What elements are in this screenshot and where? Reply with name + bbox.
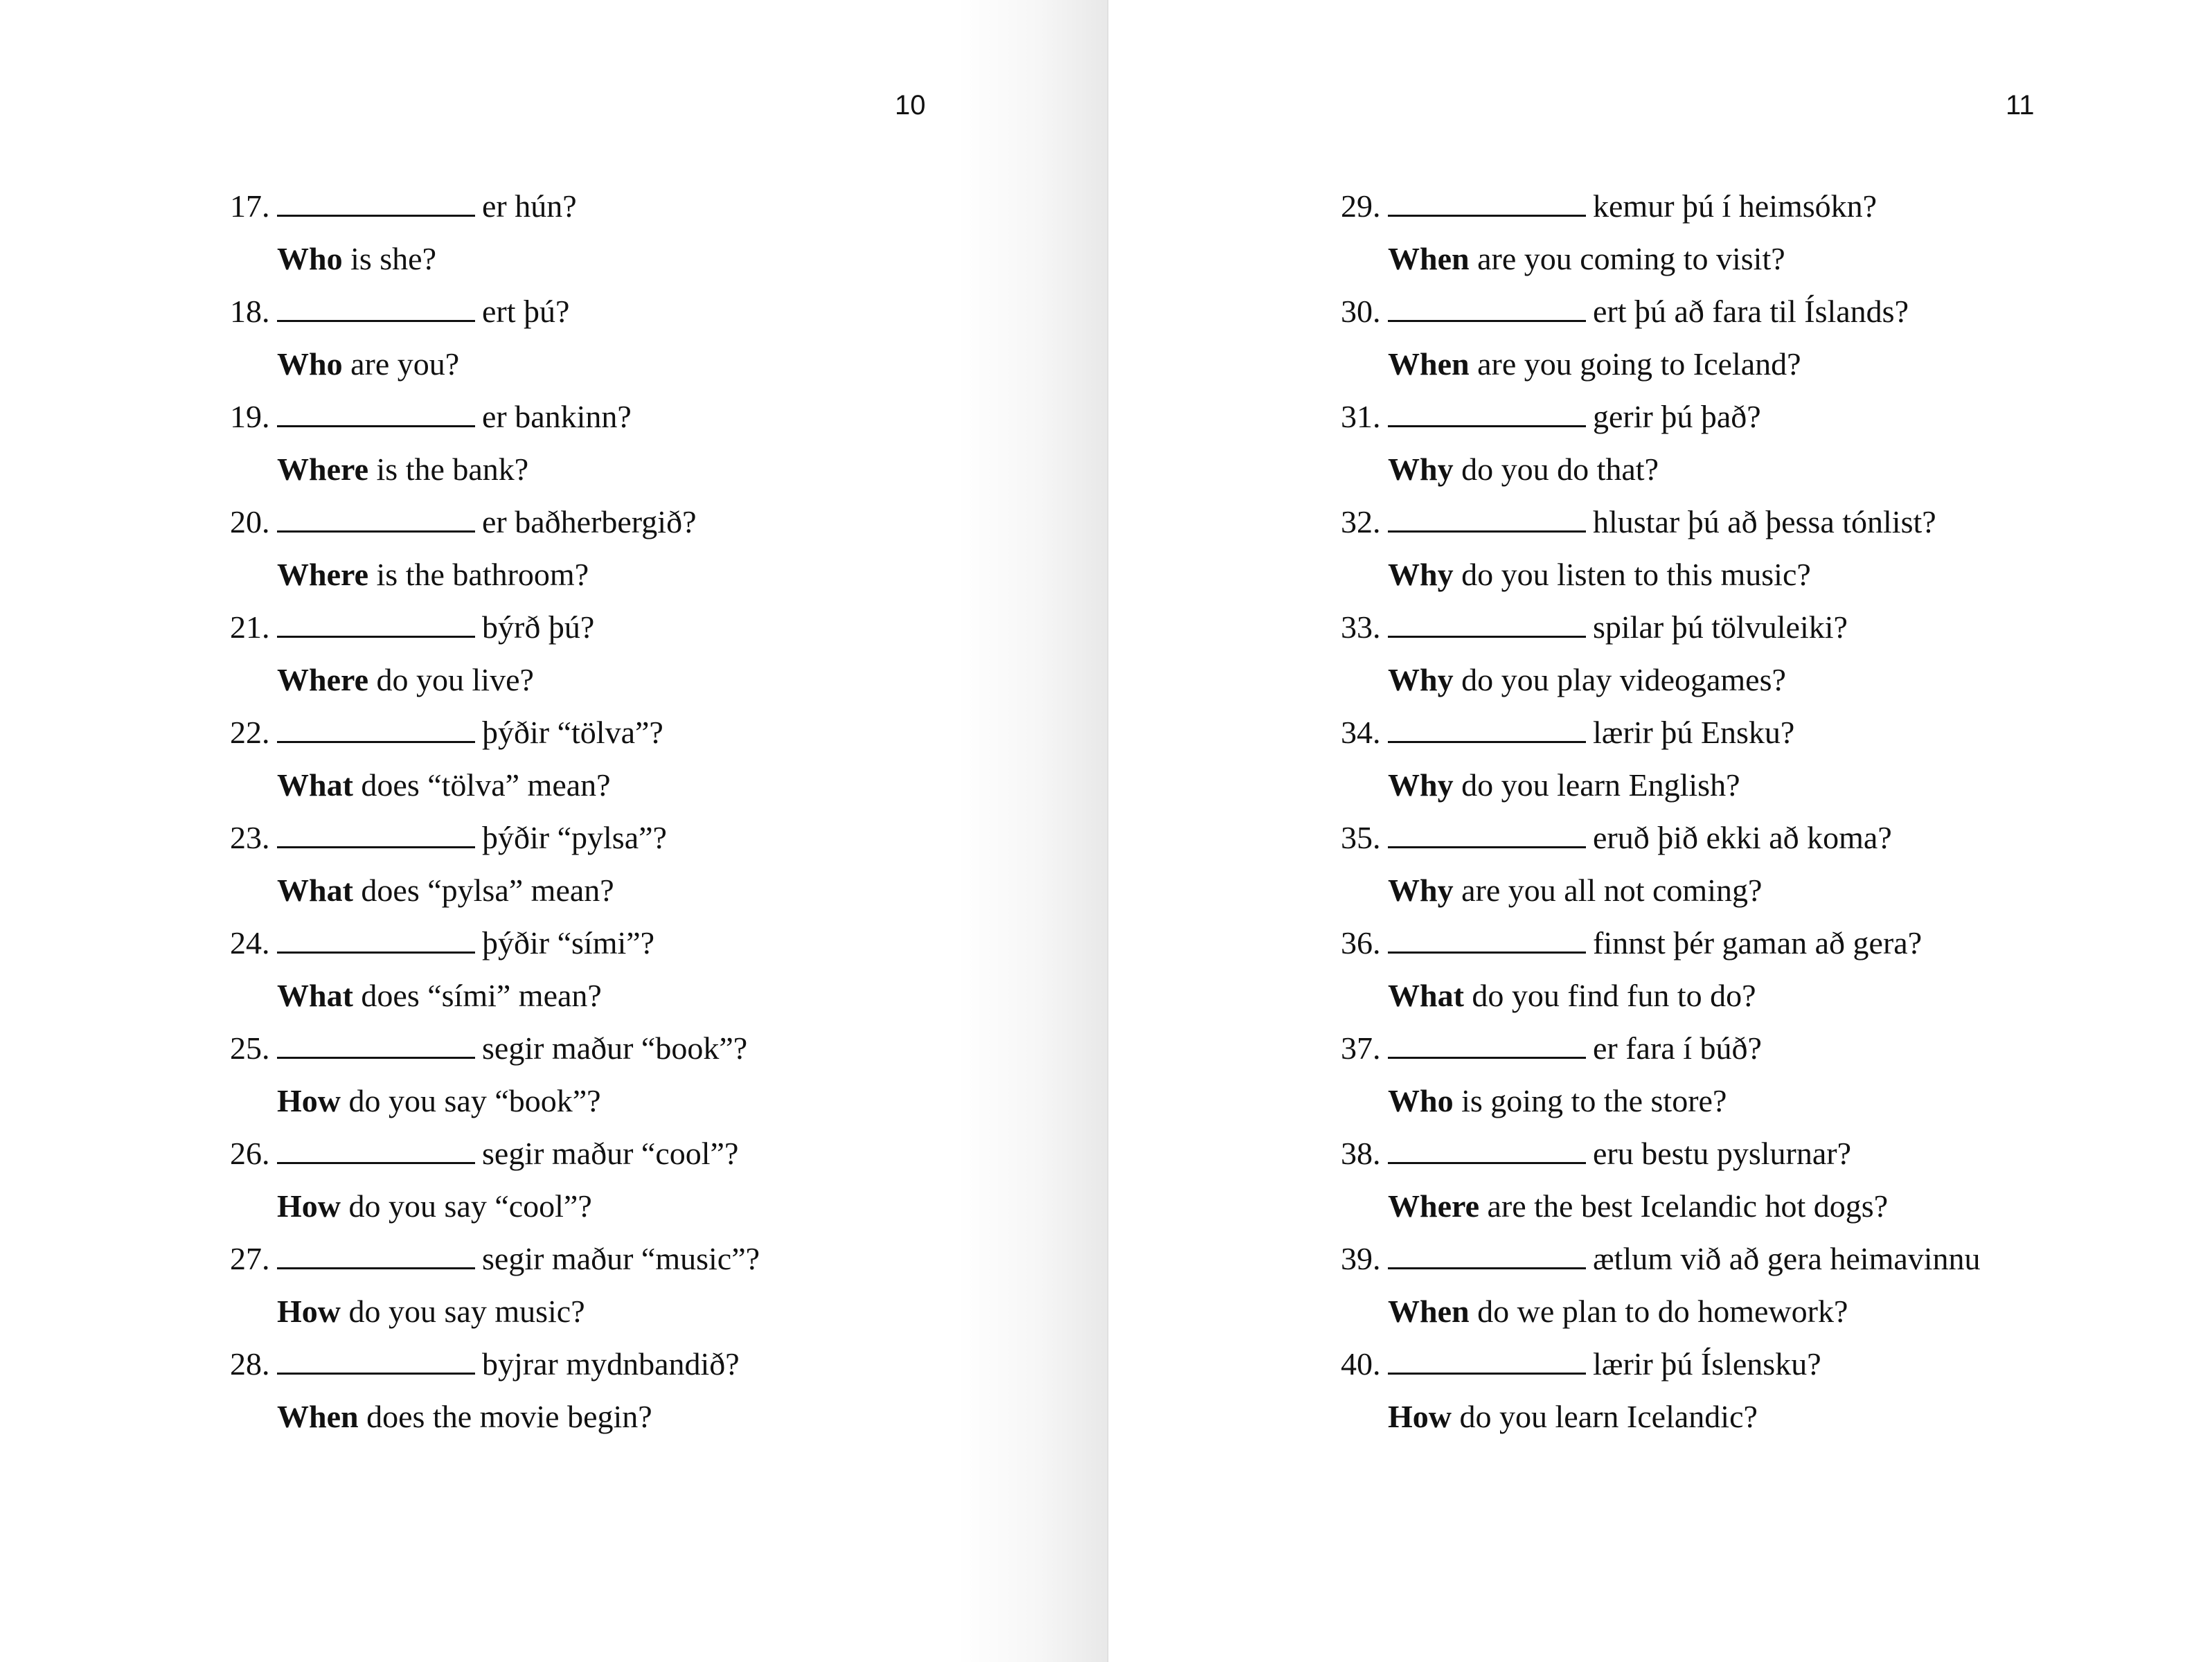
right-page xyxy=(1108,0,2212,1662)
english-translation xyxy=(230,1391,760,1443)
exercise-item xyxy=(1341,1127,1981,1233)
page-number: 10 xyxy=(895,90,926,120)
translation-rest: does “pylsa” mean? xyxy=(353,873,614,908)
item-number: 31. xyxy=(1341,399,1381,434)
icelandic-prompt: kemur þú í heimsókn? xyxy=(1593,188,1877,224)
question-line xyxy=(230,496,760,548)
icelandic-prompt: lærir þú Ensku? xyxy=(1593,715,1795,750)
question-word: What xyxy=(277,873,353,908)
item-number: 39. xyxy=(1341,1241,1381,1276)
answer-blank[interactable] xyxy=(277,528,475,533)
icelandic-prompt: er hún? xyxy=(482,188,577,224)
translation-rest: are you coming to visit? xyxy=(1469,241,1785,276)
answer-blank[interactable] xyxy=(1388,1054,1586,1059)
item-number: 32. xyxy=(1341,504,1381,539)
icelandic-prompt: ert þú að fara til Íslands? xyxy=(1593,294,1909,329)
page-number: 11 xyxy=(2006,90,2035,120)
translation-rest: does the movie begin? xyxy=(358,1399,652,1434)
exercise-item xyxy=(230,1338,760,1443)
answer-blank[interactable] xyxy=(1388,422,1586,427)
exercise-item xyxy=(1341,601,1981,706)
item-number: 30. xyxy=(1341,294,1381,329)
translation-rest: is the bank? xyxy=(368,452,529,487)
answer-blank[interactable] xyxy=(277,1370,475,1375)
english-translation xyxy=(1341,338,1981,391)
icelandic-prompt: lærir þú Íslensku? xyxy=(1593,1346,1821,1382)
english-translation xyxy=(230,759,760,812)
answer-blank[interactable] xyxy=(1388,949,1586,954)
icelandic-prompt: spilar þú tölvuleiki? xyxy=(1593,609,1848,645)
exercise-item xyxy=(1341,706,1981,812)
translation-rest: are you all not coming? xyxy=(1453,873,1763,908)
question-word: How xyxy=(277,1083,341,1118)
answer-blank[interactable] xyxy=(277,843,475,848)
question-line xyxy=(230,391,760,443)
translation-rest: do you say “cool”? xyxy=(341,1188,592,1224)
question-line xyxy=(230,1233,760,1285)
question-line xyxy=(1341,180,1981,233)
question-word: How xyxy=(1388,1399,1452,1434)
item-number: 33. xyxy=(1341,609,1381,645)
question-word: When xyxy=(277,1399,359,1434)
item-number: 29. xyxy=(1341,188,1381,224)
question-word: Where xyxy=(277,557,369,592)
answer-blank[interactable] xyxy=(277,949,475,954)
exercise-item xyxy=(230,180,760,285)
answer-blank[interactable] xyxy=(1388,1265,1586,1269)
icelandic-prompt: finnst þér gaman að gera? xyxy=(1593,925,1923,960)
item-number: 19. xyxy=(230,399,270,434)
question-line xyxy=(230,1127,760,1180)
item-number: 23. xyxy=(230,820,270,855)
english-translation xyxy=(230,864,760,917)
question-line xyxy=(1341,285,1981,338)
answer-blank[interactable] xyxy=(1388,317,1586,322)
icelandic-prompt: segir maður “book”? xyxy=(482,1030,748,1066)
question-word: How xyxy=(277,1188,341,1224)
translation-rest: is going to the store? xyxy=(1453,1083,1727,1118)
exercise-item xyxy=(230,1022,760,1127)
icelandic-prompt: þýðir “sími”? xyxy=(482,925,655,960)
icelandic-prompt: segir maður “music”? xyxy=(482,1241,760,1276)
item-number: 36. xyxy=(1341,925,1381,960)
english-translation xyxy=(230,1180,760,1233)
exercise-item xyxy=(230,1127,760,1233)
icelandic-prompt: byjrar mydnbandið? xyxy=(482,1346,740,1382)
item-number: 26. xyxy=(230,1136,270,1171)
item-number: 24. xyxy=(230,925,270,960)
english-translation xyxy=(230,233,760,285)
english-translation xyxy=(1341,1180,1981,1233)
translation-rest: do you say music? xyxy=(341,1294,585,1329)
english-translation xyxy=(230,1285,760,1338)
answer-blank[interactable] xyxy=(277,317,475,322)
question-word: What xyxy=(1388,978,1464,1013)
english-translation xyxy=(1341,1391,1981,1443)
exercise-item xyxy=(1341,1022,1981,1127)
question-word: Where xyxy=(277,452,369,487)
english-translation xyxy=(1341,233,1981,285)
translation-rest: do you listen to this music? xyxy=(1453,557,1811,592)
english-translation xyxy=(230,338,760,391)
question-line xyxy=(1341,1022,1981,1075)
translation-rest: do you learn English? xyxy=(1453,767,1740,803)
exercise-item xyxy=(1341,812,1981,917)
question-word: Who xyxy=(277,241,343,276)
exercise-item xyxy=(230,285,760,391)
icelandic-prompt: býrð þú? xyxy=(482,609,595,645)
translation-rest: do you do that? xyxy=(1453,452,1659,487)
icelandic-prompt: er bankinn? xyxy=(482,399,632,434)
answer-blank[interactable] xyxy=(277,738,475,743)
exercise-item xyxy=(230,917,760,1022)
answer-blank[interactable] xyxy=(277,422,475,427)
answer-blank[interactable] xyxy=(1388,738,1586,743)
translation-rest: are the best Icelandic hot dogs? xyxy=(1479,1188,1889,1224)
answer-blank[interactable] xyxy=(1388,843,1586,848)
page-gutter xyxy=(1107,0,1109,1662)
question-line xyxy=(230,1022,760,1075)
answer-blank[interactable] xyxy=(1388,633,1586,638)
icelandic-prompt: er baðherbergið? xyxy=(482,504,697,539)
exercise-item xyxy=(230,706,760,812)
question-word: Where xyxy=(1388,1188,1480,1224)
answer-blank[interactable] xyxy=(1388,1370,1586,1375)
translation-rest: do you play videogames? xyxy=(1453,662,1786,697)
answer-blank[interactable] xyxy=(277,212,475,217)
icelandic-prompt: er fara í búð? xyxy=(1593,1030,1762,1066)
question-word: Where xyxy=(277,662,369,697)
english-translation xyxy=(230,970,760,1022)
translation-rest: is the bathroom? xyxy=(368,557,589,592)
translation-rest: does “tölva” mean? xyxy=(353,767,611,803)
exercise-item xyxy=(230,812,760,917)
icelandic-prompt: þýðir “pylsa”? xyxy=(482,820,667,855)
english-translation xyxy=(1341,548,1981,601)
item-number: 18. xyxy=(230,294,270,329)
english-translation xyxy=(1341,864,1981,917)
question-line xyxy=(1341,391,1981,443)
english-translation xyxy=(1341,654,1981,706)
translation-rest: do you learn Icelandic? xyxy=(1452,1399,1758,1434)
question-word: What xyxy=(277,767,353,803)
exercise-item xyxy=(1341,1338,1981,1443)
icelandic-prompt: þýðir “tölva”? xyxy=(482,715,663,750)
english-translation xyxy=(1341,1075,1981,1127)
exercise-list xyxy=(230,180,760,1443)
exercise-item xyxy=(1341,917,1981,1022)
exercise-item xyxy=(230,496,760,601)
english-translation xyxy=(1341,970,1981,1022)
answer-blank[interactable] xyxy=(1388,1159,1586,1164)
english-translation xyxy=(230,548,760,601)
answer-blank[interactable] xyxy=(277,1054,475,1059)
question-word: When xyxy=(1388,1294,1470,1329)
question-word: Why xyxy=(1388,557,1454,592)
translation-rest: do you say “book”? xyxy=(341,1083,601,1118)
question-line xyxy=(1341,496,1981,548)
question-line xyxy=(1341,917,1981,970)
answer-blank[interactable] xyxy=(1388,528,1586,533)
item-number: 35. xyxy=(1341,820,1381,855)
question-line xyxy=(1341,1233,1981,1285)
question-line xyxy=(230,917,760,970)
english-translation xyxy=(1341,443,1981,496)
translation-rest: do we plan to do homework? xyxy=(1469,1294,1848,1329)
question-line xyxy=(230,812,760,864)
item-number: 17. xyxy=(230,188,270,224)
icelandic-prompt: eruð þið ekki að koma? xyxy=(1593,820,1892,855)
exercise-list xyxy=(1341,180,1981,1443)
english-translation xyxy=(230,654,760,706)
question-word: Why xyxy=(1388,767,1454,803)
question-line xyxy=(230,601,760,654)
item-number: 25. xyxy=(230,1030,270,1066)
item-number: 28. xyxy=(230,1346,270,1382)
question-word: What xyxy=(277,978,353,1013)
exercise-item xyxy=(1341,285,1981,391)
exercise-item xyxy=(230,391,760,496)
question-line xyxy=(1341,812,1981,864)
english-translation xyxy=(230,1075,760,1127)
english-translation xyxy=(1341,759,1981,812)
item-number: 34. xyxy=(1341,715,1381,750)
translation-rest: do you live? xyxy=(368,662,534,697)
question-word: When xyxy=(1388,346,1470,382)
icelandic-prompt: eru bestu pyslurnar? xyxy=(1593,1136,1851,1171)
question-word: Why xyxy=(1388,662,1454,697)
question-line xyxy=(1341,601,1981,654)
question-word: Why xyxy=(1388,873,1454,908)
exercise-item xyxy=(1341,1233,1981,1338)
question-line xyxy=(1341,1338,1981,1391)
question-word: When xyxy=(1388,241,1470,276)
translation-rest: does “sími” mean? xyxy=(353,978,602,1013)
icelandic-prompt: segir maður “cool”? xyxy=(482,1136,739,1171)
translation-rest: are you? xyxy=(342,346,460,382)
item-number: 21. xyxy=(230,609,270,645)
exercise-item xyxy=(230,601,760,706)
translation-rest: is she? xyxy=(342,241,437,276)
question-line xyxy=(230,180,760,233)
item-number: 22. xyxy=(230,715,270,750)
answer-blank[interactable] xyxy=(277,633,475,638)
question-word: How xyxy=(277,1294,341,1329)
exercise-item xyxy=(230,1233,760,1338)
icelandic-prompt: gerir þú það? xyxy=(1593,399,1761,434)
item-number: 38. xyxy=(1341,1136,1381,1171)
item-number: 20. xyxy=(230,504,270,539)
translation-rest: are you going to Iceland? xyxy=(1469,346,1801,382)
exercise-item xyxy=(1341,496,1981,601)
icelandic-prompt: ert þú? xyxy=(482,294,570,329)
item-number: 37. xyxy=(1341,1030,1381,1066)
icelandic-prompt: ætlum við að gera heimavinnu xyxy=(1593,1241,1981,1276)
question-line xyxy=(1341,706,1981,759)
question-word: Why xyxy=(1388,452,1454,487)
answer-blank[interactable] xyxy=(1388,212,1586,217)
question-word: Who xyxy=(277,346,343,382)
exercise-item xyxy=(1341,391,1981,496)
answer-blank[interactable] xyxy=(277,1265,475,1269)
item-number: 27. xyxy=(230,1241,270,1276)
answer-blank[interactable] xyxy=(277,1159,475,1164)
exercise-item xyxy=(1341,180,1981,285)
question-line xyxy=(1341,1127,1981,1180)
item-number: 40. xyxy=(1341,1346,1381,1382)
english-translation xyxy=(230,443,760,496)
question-line xyxy=(230,706,760,759)
icelandic-prompt: hlustar þú að þessa tónlist? xyxy=(1593,504,1936,539)
question-word: Who xyxy=(1388,1083,1454,1118)
question-line xyxy=(230,1338,760,1391)
question-line xyxy=(230,285,760,338)
english-translation xyxy=(1341,1285,1981,1338)
translation-rest: do you find fun to do? xyxy=(1463,978,1756,1013)
